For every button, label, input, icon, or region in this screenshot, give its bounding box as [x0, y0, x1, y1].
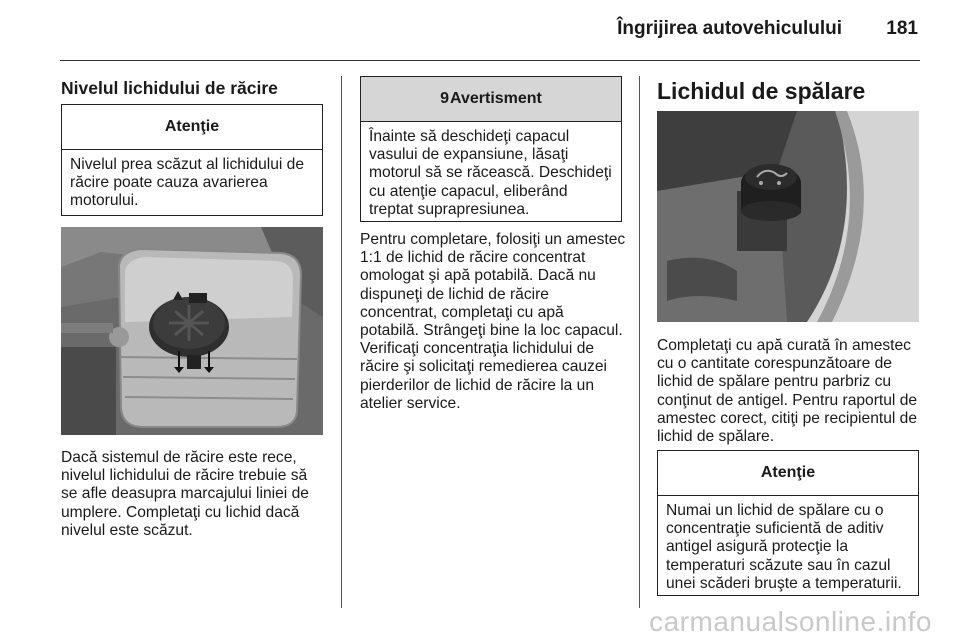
caution-title: Atenţie [62, 105, 322, 150]
warning-title: Avertisment [450, 90, 542, 107]
section-title-coolant: Nivelul lichidului de răcire [61, 78, 278, 98]
washer-fluid-reservoir-photo [657, 111, 919, 322]
caution-box-washer [657, 450, 919, 596]
coolant-reservoir-photo [61, 227, 323, 435]
running-title: Îngrijirea autovehiculului [617, 18, 842, 39]
warning-box [360, 76, 622, 222]
caution-text-washer: Numai un lichid de spălare cu o concentraţie suficientă de aditiv antigel asigură protecţie la temperaturi scăzute sau în cazul unei scăderi bruşte a temperaturii. [666, 502, 902, 592]
column-divider-left [341, 76, 342, 608]
caution-title-washer: Atenţie [658, 451, 918, 496]
page-header [0, 0, 960, 62]
section-title-washer: Lichidul de spălare [657, 78, 866, 104]
warning-triangle-icon: 9 [440, 90, 449, 107]
warning-header [361, 77, 621, 122]
coolant-paragraph: Dacă sistemul de răcire este rece, nivelul lichidului de răcire trebuie să se afle deasupra marcajului liniei de umplere. Completaţi cu lichid dacă nivelul este scăzut. [61, 449, 309, 539]
caution-box-coolant [61, 104, 323, 216]
coolant-fill-paragraph: Pentru completare, folosiţi un amestec 1:1 de lichid de răcire concentrat omologat şi apă potabilă. Dacă nu dispuneţi de lichid de răcire concentrat, completaţi cu apă potabilă. Strângeţi bine la loc capacul. Verificaţi concentraţia lichidului de răcire şi solicitaţi remedierea cauzei pierderilor de lichid de răcire la un atelier service. [360, 231, 626, 412]
watermark: carmanualsonline.info [649, 606, 932, 637]
column-divider-right [639, 76, 640, 608]
warning-text: Înainte să deschideţi capacul vasului de expansiune, lăsaţi motorul să se răcească. Deschideţi cu atenţie capacul, eliberând treptat suprapresiunea. [369, 128, 612, 218]
washer-paragraph: Completaţi cu apă curată în amestec cu o cantitate corespunzătoare de lichid de spălare pentru parbriz cu conţinut de antigel. Pentru raportul de amestec corect, citiţi pe recipientul de lichid de spălare. [657, 337, 918, 446]
caution-text: Nivelul prea scăzut al lichidului de răcire poate cauza avarierea motorului. [70, 156, 305, 210]
header-divider [60, 60, 920, 61]
page-number: 181 [886, 18, 918, 39]
